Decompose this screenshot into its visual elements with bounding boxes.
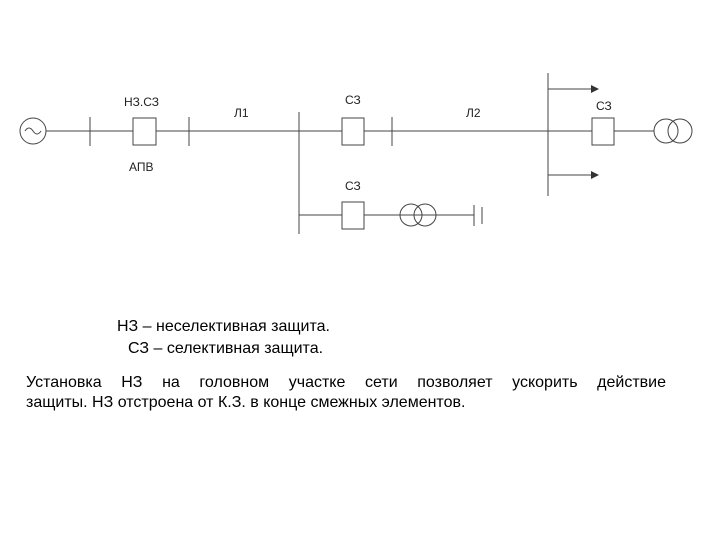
explanation-line-2: защиты. НЗ отстроена от К.З. в конце смежных элементов.: [26, 394, 466, 411]
sz-protection-box-branch: [342, 202, 364, 229]
legend-nz-definition: НЗ – неселективная защита.: [117, 318, 330, 335]
legend-sz-definition: СЗ – селективная защита.: [128, 340, 324, 357]
label-l2: Л2: [466, 106, 481, 120]
sz-protection-box-main: [342, 118, 364, 145]
explanation-paragraph: [26, 373, 666, 413]
nz-sz-protection-box: [133, 118, 156, 145]
label-apv: АПВ: [129, 160, 154, 174]
label-sz-right: СЗ: [596, 99, 612, 113]
label-sz-main: СЗ: [345, 93, 361, 107]
label-nz-sz: НЗ.СЗ: [124, 95, 160, 109]
branch-load-symbol: [474, 205, 482, 226]
label-l1: Л1: [234, 106, 249, 120]
generator-symbol: [20, 118, 46, 144]
right-transformer-symbol: [654, 119, 692, 143]
explanation-line-1: Установка НЗ на головном участке сети позволяет ускорить действие: [26, 374, 666, 391]
label-sz-branch: СЗ: [345, 179, 361, 193]
sz-protection-box-right: [592, 118, 614, 145]
